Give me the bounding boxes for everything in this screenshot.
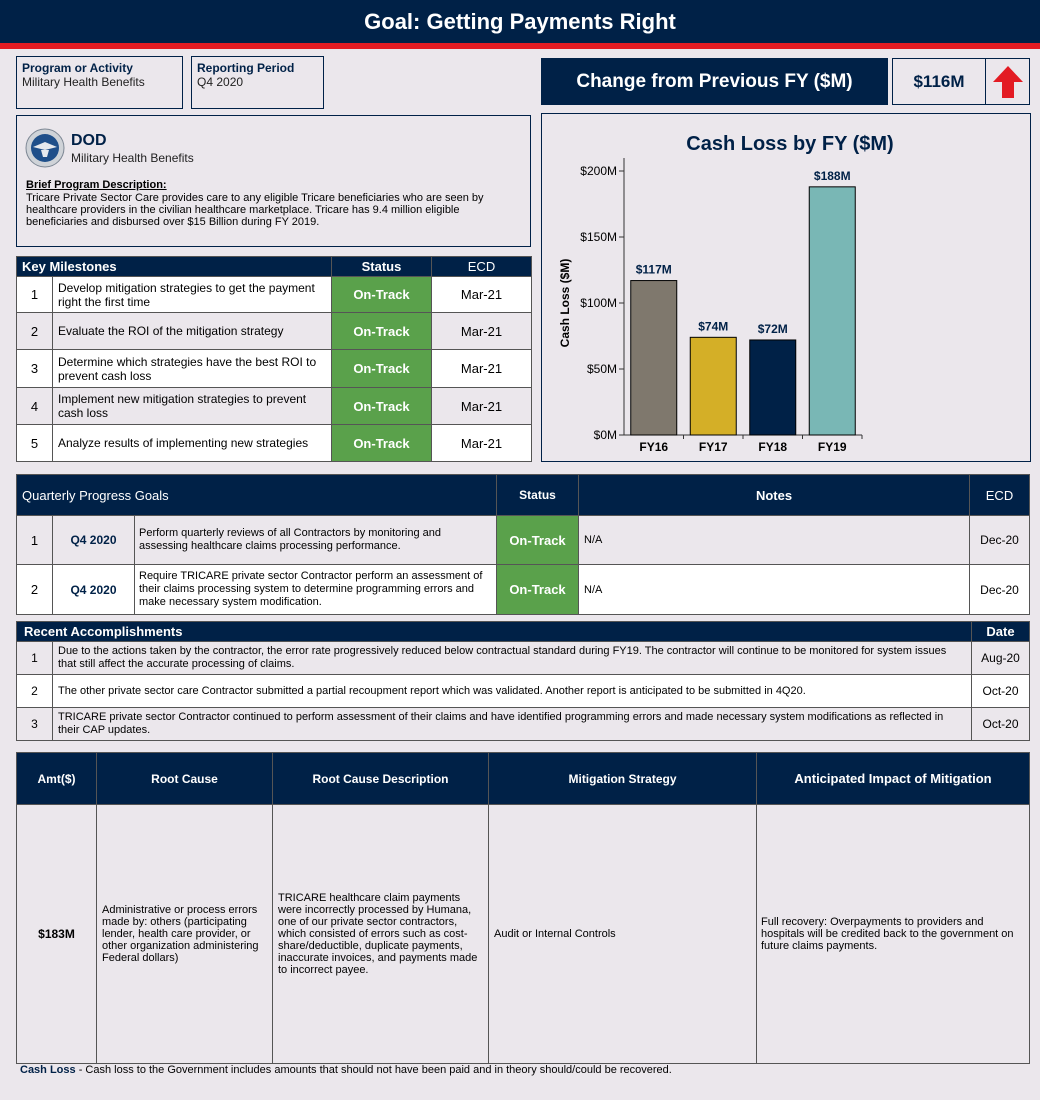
status-badge: On-Track [332,313,432,350]
row-number: 5 [17,425,53,462]
root-cause-description-text: TRICARE healthcare claim payments were incorrectly processed by Humana, one of our private sector contractors, which consisted of errors such as cost-share/deductible, duplicate payments, inaccurate invoices, and payments made to incorrect payee. [273,805,489,1064]
ecd-value: Mar-21 [432,313,532,350]
change-divider [985,59,986,104]
bar [809,187,855,435]
description-label: Brief Program Description: [26,179,167,191]
page-title: Goal: Getting Payments Right [0,0,1040,43]
footnote-term: Cash Loss [20,1064,76,1076]
dod-seal-icon [25,128,65,168]
x-tick-label: FY19 [817,440,847,454]
root-cause-table [16,752,1030,1064]
anticipated-impact-text: Full recovery: Overpayments to providers and hospitals will be credited back to the government on future claims payments. [757,805,1030,1064]
accomplishments-header: Recent Accomplishments [17,622,972,642]
row-number: 2 [17,313,53,350]
notes-value: N/A [579,565,970,615]
quarterly-ecd-header: ECD [970,475,1030,516]
x-tick-label: FY16 [639,440,669,454]
row-number: 4 [17,388,53,425]
milestone-text: Analyze results of implementing new strategies [53,425,332,462]
milestones-status-header: Status [332,257,432,277]
agency-name: DOD [71,132,107,149]
ecd-value: Mar-21 [432,388,532,425]
footnote-text: - Cash loss to the Government includes amounts that should not have been paid and in theory should/could be recovered. [75,1064,672,1076]
y-tick-label: $100M [580,296,617,310]
period-label: Reporting Period [197,61,295,75]
row-number: 1 [17,277,53,313]
table-row [17,516,1030,565]
chart-title: Cash Loss by FY ($M) [686,133,894,155]
title-underline [0,43,1040,49]
goal-text: Perform quarterly reviews of all Contractors by monitoring and assessing healthcare claims processing performance. [135,516,497,565]
table-row [17,565,1030,615]
accomplishment-text: Due to the actions taken by the contractor, the error rate progressively reduced below contractual standard during FY19. The contractor will continue to be monitored for system issues that still affect the accurate processing of claims. [53,642,972,675]
y-axis-label: Cash Loss ($M) [558,258,572,348]
table-row [17,708,1030,741]
table-row [17,277,532,313]
bar-data-label: $72M [757,321,788,336]
ecd-value: Mar-21 [432,350,532,388]
cash-loss-chart [542,114,1030,461]
root-cause-description-header: Root Cause Description [273,753,489,805]
row-number: 2 [17,565,53,615]
bar [690,337,736,435]
footnote [20,1064,672,1076]
accomplishments-table [16,621,1030,741]
table-row [17,313,532,350]
y-tick-label: $200M [580,164,617,178]
quarterly-status-header: Status [497,475,579,516]
bar-data-label: $117M [635,262,672,277]
bar [750,340,796,435]
anticipated-impact-header: Anticipated Impact of Mitigation [757,753,1030,805]
x-tick-label: FY18 [758,440,788,454]
program-label: Program or Activity [22,61,133,75]
period-value: Q4 2020 [197,75,244,89]
accomplishments-date-header: Date [972,622,1030,642]
milestones-table [16,256,532,462]
accomplishment-text: TRICARE private sector Contractor continued to perform assessment of their claims and have identified programming errors and made necessary system modifications as reflected in their CAP updates. [53,708,972,741]
row-number: 1 [17,642,53,675]
status-badge: On-Track [497,565,579,615]
table-row [17,642,1030,675]
mitigation-strategy-header: Mitigation Strategy [489,753,757,805]
milestone-text: Implement new mitigation strategies to prevent cash loss [53,388,332,425]
root-cause-text: Administrative or process errors made by: others (participating lender, health care provider, or other organization administering Federal dollars) [97,805,273,1064]
quarterly-header: Quarterly Progress Goals [17,475,497,516]
quarterly-notes-header: Notes [579,475,970,516]
status-badge: On-Track [332,277,432,313]
milestone-text: Evaluate the ROI of the mitigation strategy [53,313,332,350]
quarter-label: Q4 2020 [53,565,135,615]
program-description: Tricare Private Sector Care provides care to any eligible Tricare beneficiaries who are seen by healthcare providers in the civilian healthcare marketplace. Tricare has 9.4 million eligible beneficiaries and disbursed over $15 Billion during FY 2019. [26,192,484,228]
row-number: 1 [17,516,53,565]
chart-panel [541,113,1031,462]
notes-value: N/A [579,516,970,565]
mitigation-strategy-text: Audit or Internal Controls [489,805,757,1064]
table-row [17,388,532,425]
date-value: Oct-20 [972,708,1030,741]
y-tick-label: $50M [586,362,617,376]
milestone-text: Develop mitigation strategies to get the payment right the first time [53,277,332,313]
bar [631,281,677,435]
ecd-value: Dec-20 [970,565,1030,615]
program-box [16,56,183,109]
table-row [17,675,1030,708]
change-value: $116M [913,72,965,91]
table-row [17,805,1030,1064]
goal-text: Require TRICARE private sector Contractor perform an assessment of their claims processing system to determine programming errors and make necessary system modification. [135,565,497,615]
ecd-value: Dec-20 [970,516,1030,565]
agency-program: Military Health Benefits [71,151,194,165]
row-number: 3 [17,708,53,741]
y-tick-label: $150M [580,230,617,244]
quarter-label: Q4 2020 [53,516,135,565]
table-row [17,350,532,388]
status-badge: On-Track [332,350,432,388]
y-tick-label: $0M [593,428,617,442]
row-number: 2 [17,675,53,708]
ecd-value: Mar-21 [432,277,532,313]
milestones-ecd-header: ECD [432,257,532,277]
accomplishment-text: The other private sector care Contractor submitted a partial recoupment report which was validated. Another report is anticipated to be submitted in 4Q20. [53,675,972,708]
root-cause-header: Root Cause [97,753,273,805]
row-number: 3 [17,350,53,388]
agency-box [16,115,531,247]
milestones-header: Key Milestones [17,257,332,277]
status-badge: On-Track [332,425,432,462]
amount-header: Amt($) [17,753,97,805]
up-arrow-icon [990,64,1026,100]
date-value: Aug-20 [972,642,1030,675]
table-row [17,425,532,462]
status-badge: On-Track [332,388,432,425]
change-label: Change from Previous FY ($M) [541,58,888,105]
ecd-value: Mar-21 [432,425,532,462]
milestone-text: Determine which strategies have the best ROI to prevent cash loss [53,350,332,388]
program-value: Military Health Benefits [22,75,145,89]
amount-value: $183M [17,805,97,1064]
date-value: Oct-20 [972,675,1030,708]
bar-data-label: $188M [813,168,851,183]
period-box [191,56,324,109]
status-badge: On-Track [497,516,579,565]
change-value-box [892,58,1030,105]
quarterly-table [16,474,1030,615]
x-tick-label: FY17 [698,440,728,454]
bar-data-label: $74M [698,319,729,334]
